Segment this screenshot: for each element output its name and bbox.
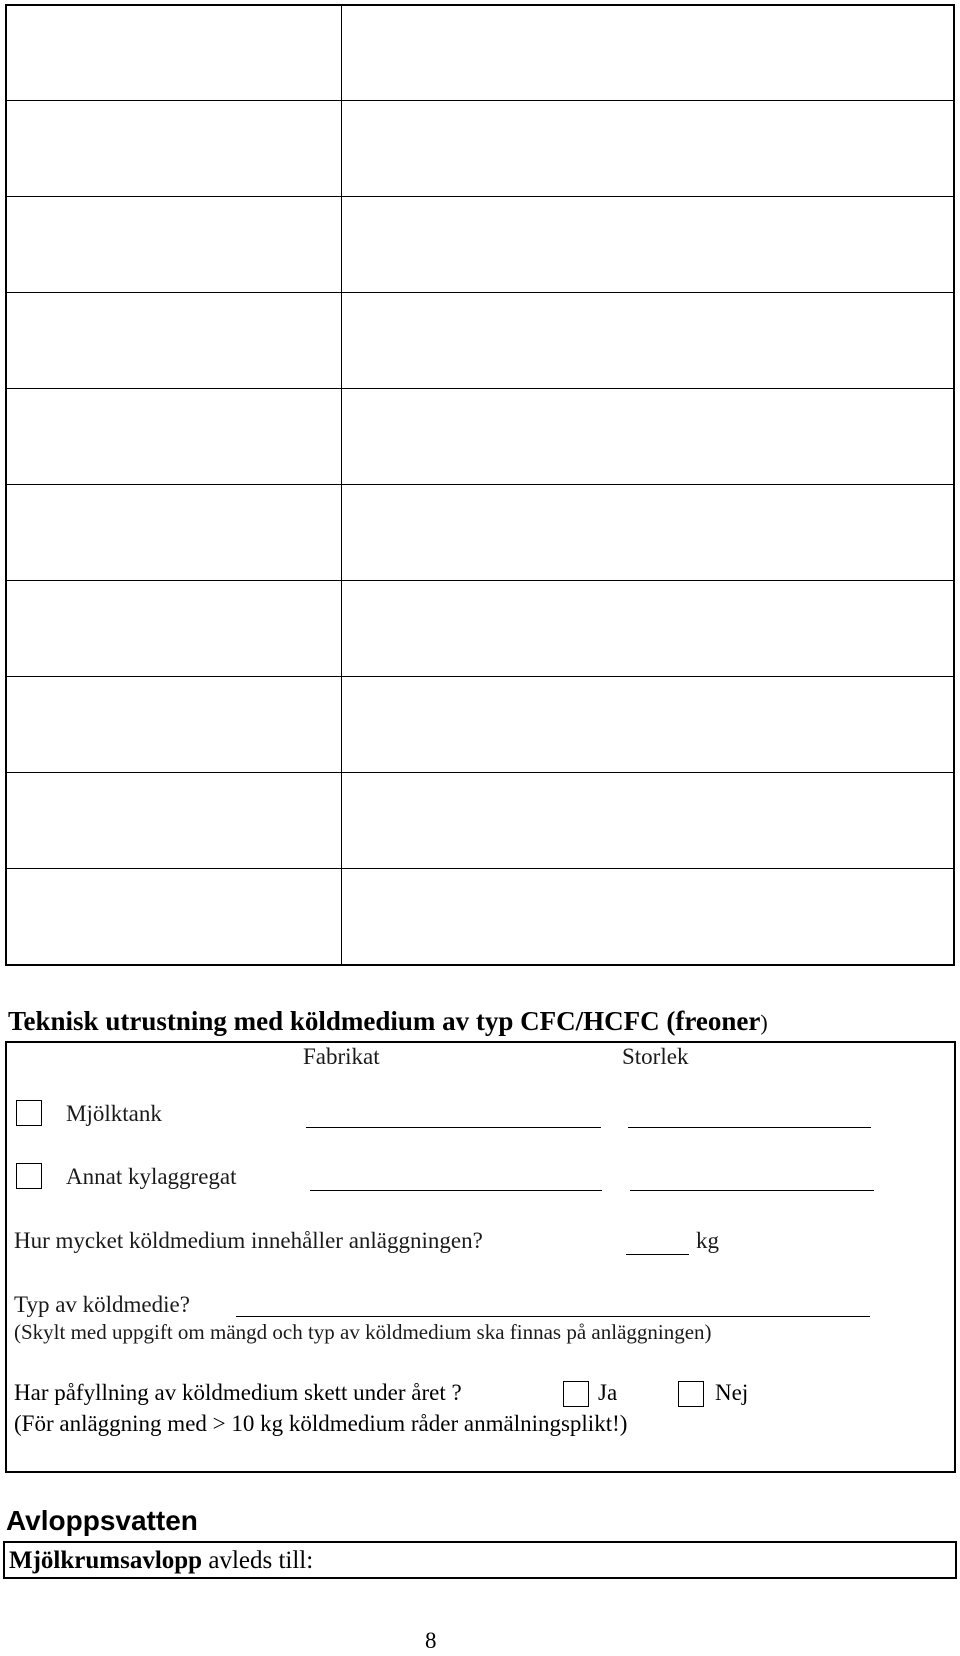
type-field[interactable] <box>236 1316 870 1317</box>
table-row-divider <box>7 292 953 293</box>
type-note: (Skylt med uppgift om mängd och typ av köldmedium ska finnas på anläggningen) <box>14 1320 712 1344</box>
column-header-storlek: Storlek <box>622 1044 689 1069</box>
freon-section-title: Teknisk utrustning med köldmedium av typ CFC/HCFC (freoner) <box>8 1006 768 1036</box>
wastewater-field-label: Mjölkrumsavlopp avleds till: <box>9 1547 314 1574</box>
annat-kylaggregat-checkbox[interactable] <box>16 1163 42 1189</box>
table-row-divider <box>7 772 953 773</box>
table-column-divider <box>341 6 342 964</box>
table-row-divider <box>7 868 953 869</box>
table-row-divider <box>7 484 953 485</box>
mjolktank-fabrikat-field[interactable] <box>306 1127 601 1128</box>
blank-table <box>5 4 955 966</box>
amount-question: Hur mycket köldmedium innehåller anläggningen? <box>14 1228 483 1253</box>
mjolktank-storlek-field[interactable] <box>628 1127 871 1128</box>
refill-note: (För anläggning med > 10 kg köldmedium råder anmälningsplikt!) <box>14 1411 628 1436</box>
wastewater-title: Avloppsvatten <box>6 1505 198 1536</box>
page-number: 8 <box>425 1628 437 1653</box>
refill-question: Har påfyllning av köldmedium skett under året ? <box>14 1380 462 1405</box>
annat-kylaggregat-fabrikat-field[interactable] <box>310 1190 602 1191</box>
refill-no-label: Nej <box>715 1380 749 1405</box>
table-row-divider <box>7 196 953 197</box>
table-row-divider <box>7 388 953 389</box>
refill-yes-checkbox[interactable] <box>563 1381 589 1407</box>
refill-yes-label: Ja <box>598 1380 618 1405</box>
annat-kylaggregat-label: Annat kylaggregat <box>66 1164 237 1189</box>
column-header-fabrikat: Fabrikat <box>303 1044 380 1069</box>
mjolktank-label: Mjölktank <box>66 1101 162 1126</box>
amount-field[interactable] <box>626 1254 689 1255</box>
annat-kylaggregat-storlek-field[interactable] <box>630 1190 874 1191</box>
refill-no-checkbox[interactable] <box>678 1381 704 1407</box>
amount-unit: kg <box>696 1228 719 1253</box>
table-row-divider <box>7 100 953 101</box>
table-row-divider <box>7 580 953 581</box>
wastewater-field-box[interactable] <box>3 1541 957 1579</box>
mjolktank-checkbox[interactable] <box>16 1100 42 1126</box>
table-row-divider <box>7 676 953 677</box>
type-question: Typ av köldmedie? <box>14 1292 190 1317</box>
